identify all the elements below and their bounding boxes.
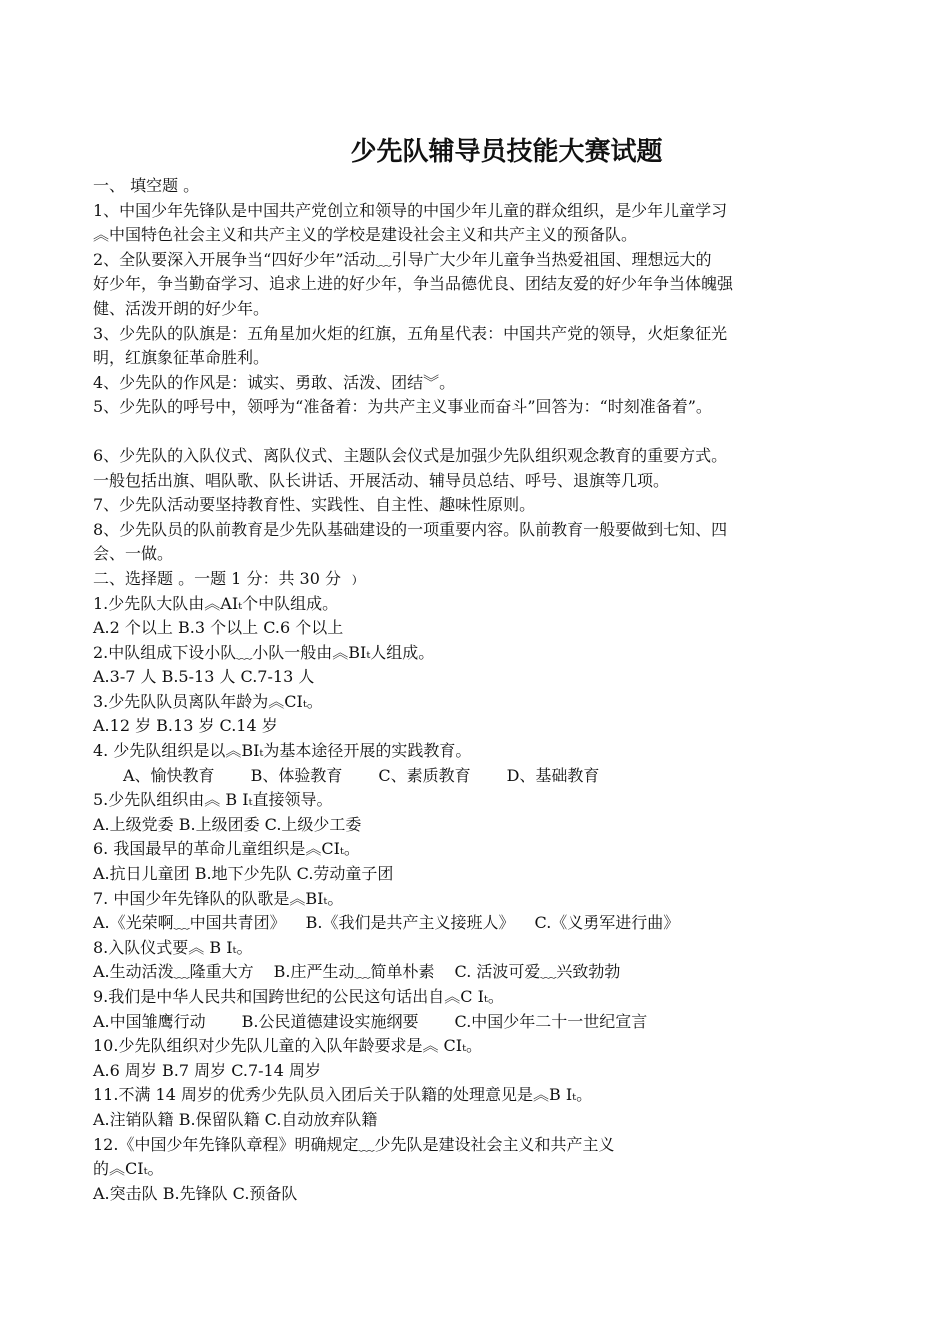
question-3: 3.少先队队员离队年龄为︽CIₜ。 bbox=[93, 691, 323, 711]
text-line: 一般包括出旗、唱队歌、队长讲话、开展活动、辅导员总结、呼号、退旗等几项。 bbox=[93, 470, 670, 490]
text-line: 4、少先队的作风是：诚实、勇敢、活泼、团结︾。 bbox=[93, 372, 456, 392]
question-8: 8.入队仪式要︽ B Iₜ。 bbox=[93, 937, 253, 957]
option-c: C. 活波可爱﹏兴致勃勃 bbox=[454, 962, 621, 982]
answer-options-4 bbox=[93, 764, 890, 789]
question-5: 5.少先队组织由︽ B Iₜ直接领导。 bbox=[93, 790, 333, 810]
option-c: C.中国少年二十一世纪宣言 bbox=[454, 1011, 648, 1031]
section-heading-choice: 二、选择题 。一题 1 分：共 30 分 ﹚ bbox=[93, 568, 363, 588]
text-line: 2、全队要深入开展争当“四好少年”活动﹏引导广大少年儿童争当热爱祖国、理想远大的 bbox=[93, 249, 712, 269]
text-line: 好少年，争当勤奋学习、追求上进的好少年，争当品德优良、团结友爱的好少年争当体魄强 bbox=[93, 274, 734, 294]
answer-options-5: A.上级党委 B.上级团委 C.上级少工委 bbox=[93, 814, 362, 834]
text-line: 6、少先队的入队仪式、离队仪式、主题队会仪式是加强少先队组织观念教育的重要方式。 bbox=[93, 445, 728, 465]
text-line: 会、一做。 bbox=[93, 544, 174, 564]
answer-options-9 bbox=[93, 1010, 890, 1035]
question-4: 4. 少先队组织是以︽BIₜ为基本途径开展的实践教育。 bbox=[93, 741, 472, 761]
option-c: C.《义勇军进行曲》 bbox=[534, 913, 680, 933]
question-9: 9.我们是中华人民共和国跨世纪的公民这句话出自︽C Iₜ。 bbox=[93, 987, 504, 1006]
text-line: 8、少先队员的队前教育是少先队基础建设的一项重要内容。队前教育一般要做到七知、四 bbox=[93, 519, 728, 539]
text-line: 5、少先队的呼号中，领呼为“准备着：为共产主义事业而奋斗”回答为：“时刻准备着”。 bbox=[93, 397, 712, 417]
answer-options-7 bbox=[93, 911, 890, 936]
section-heading-fill-blank: 一、 填空题 。 bbox=[93, 176, 200, 195]
answer-options-11: A.注销队籍 B.保留队籍 C.自动放弃队籍 bbox=[93, 1109, 378, 1129]
page-title: 少先队辅导员技能大赛试题 bbox=[350, 137, 663, 167]
option-c: C、素质教育 bbox=[378, 765, 471, 785]
question-1: 1.少先队大队由︽AIₜ个中队组成。 bbox=[93, 593, 339, 613]
answer-options-3: A.12 岁 B.13 岁 C.14 岁 bbox=[93, 716, 278, 736]
question-10: 10.少先队组织对少先队儿童的入队年龄要求是︽ CIₜ。 bbox=[93, 1036, 483, 1056]
answer-options-10: A.6 周岁 B.7 周岁 C.7-14 周岁 bbox=[93, 1060, 321, 1080]
option-a: A.《光荣啊﹏中国共青团》 bbox=[93, 913, 286, 933]
answer-options-6: A.抗日儿童团 B.地下少先队 C.劳动童子团 bbox=[93, 864, 394, 884]
text-line: 1、中国少年先锋队是中国共产党创立和领导的中国少年儿童的群众组织，是少年儿童学习 bbox=[93, 200, 728, 220]
option-b: B.公民道德建设实施纲要 bbox=[241, 1011, 419, 1031]
blank-gap bbox=[93, 420, 890, 444]
text-line: 明，红旗象征革命胜利。 bbox=[93, 348, 270, 368]
answer-options-12: A.突击队 B.先锋队 C.预备队 bbox=[93, 1183, 298, 1203]
option-d: D、基础教育 bbox=[506, 765, 600, 785]
answer-options-1: A.2 个以上 B.3 个以上 C.6 个以上 bbox=[93, 618, 344, 638]
text-line: 7、少先队活动要坚持教育性、实践性、自主性、趣味性原则。 bbox=[93, 495, 536, 515]
option-a: A、愉快教育 bbox=[123, 765, 215, 785]
text-line: ︽中国特色社会主义和共产主义的学校是建设社会主义和共产主义的预备队。 bbox=[93, 225, 638, 245]
option-a: A.生动活泼﹏隆重大方 bbox=[93, 962, 254, 982]
answer-options-2: A.3-7 人 B.5-13 人 C.7-13 人 bbox=[93, 667, 315, 687]
option-b: B.《我们是共产主义接班人》 bbox=[305, 913, 515, 933]
option-b: B、体验教育 bbox=[250, 765, 343, 785]
question-7: 7. 中国少年先锋队的队歌是︽BIₜ。 bbox=[93, 888, 344, 908]
question-2: 2.中队组成下设小队﹏小队一般由︽BIₜ人组成。 bbox=[93, 642, 435, 662]
question-12: 12.《中国少年先锋队章程》明确规定﹏少先队是建设社会主义和共产主义 bbox=[93, 1134, 615, 1154]
question-12-continued: 的︽CIₜ。 bbox=[93, 1159, 164, 1179]
text-line: 健、活泼开朗的好少年。 bbox=[93, 298, 270, 318]
text-line: 3、少先队的队旗是：五角星加火炬的红旗，五角星代表：中国共产党的领导，火炬象征光 bbox=[93, 323, 728, 343]
answer-options-8 bbox=[93, 960, 890, 985]
option-b: B.庄严生动﹏简单朴素 bbox=[273, 962, 435, 982]
question-11: 11.不满 14 周岁的优秀少先队员入团后关于队籍的处理意见是︽B Iₜ。 bbox=[93, 1085, 593, 1105]
question-6: 6. 我国最早的革命儿童组织是︽CIₜ。 bbox=[93, 839, 360, 859]
option-a: A.中国雏鹰行动 bbox=[93, 1011, 206, 1031]
